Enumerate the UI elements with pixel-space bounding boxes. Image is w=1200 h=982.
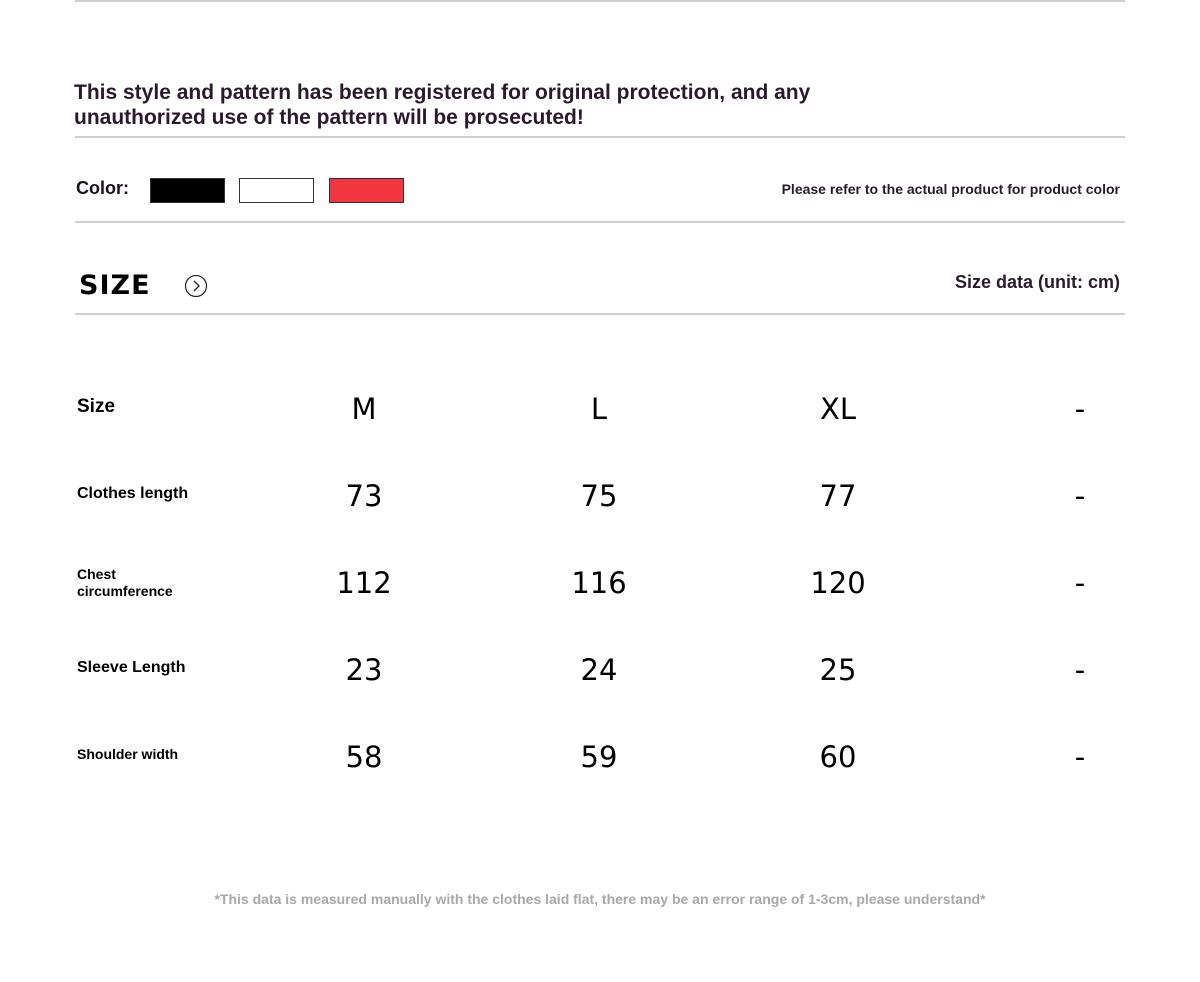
table-cell: - xyxy=(1074,392,1086,426)
row-label: Size xyxy=(77,396,116,417)
table-cell: 24 xyxy=(580,653,618,687)
table-cell: M xyxy=(351,392,377,426)
table-cell: 120 xyxy=(810,566,866,600)
table-cell: 58 xyxy=(345,740,383,774)
table-cell: - xyxy=(1074,740,1086,774)
notice-divider xyxy=(75,136,1125,138)
color-swatch-red[interactable] xyxy=(329,178,404,203)
color-label: Color: xyxy=(76,178,129,198)
table-row xyxy=(0,653,1200,713)
measurement-footnote: *This data is measured manually with the clothes laid flat, there may be an error range of 1-3cm, please understand* xyxy=(214,891,986,907)
table-cell: - xyxy=(1074,479,1086,513)
table-cell: XL xyxy=(819,392,857,426)
table-cell: 73 xyxy=(345,479,383,513)
table-cell: 23 xyxy=(345,653,383,687)
table-cell: L xyxy=(590,392,608,426)
table-cell: 77 xyxy=(819,479,857,513)
table-cell: 75 xyxy=(580,479,618,513)
table-cell: 25 xyxy=(819,653,857,687)
color-divider xyxy=(75,221,1125,223)
table-row xyxy=(0,566,1200,626)
size-unit-note: Size data (unit: cm) xyxy=(954,272,1120,292)
table-cell: 60 xyxy=(819,740,857,774)
color-swatch-white[interactable] xyxy=(239,178,314,203)
row-label: Shoulder width xyxy=(77,746,179,762)
color-swatch-black[interactable] xyxy=(150,178,225,203)
table-cell: 116 xyxy=(571,566,627,600)
row-label: Sleeve Length xyxy=(77,659,186,676)
row-label: Chest circumference xyxy=(77,566,173,599)
table-row xyxy=(0,392,1200,452)
top-divider xyxy=(75,0,1125,2)
table-cell: - xyxy=(1074,566,1086,600)
table-row xyxy=(0,740,1200,800)
size-divider xyxy=(75,313,1125,315)
protection-notice: This style and pattern has been registered for original protection, and any unauthorized use of the pattern will be prosecuted! xyxy=(74,81,811,129)
table-cell: - xyxy=(1074,653,1086,687)
table-cell: 112 xyxy=(336,566,392,600)
table-cell: 59 xyxy=(580,740,618,774)
size-heading: SIZE xyxy=(79,270,151,301)
chevron-right-circle-icon xyxy=(184,274,208,298)
color-note: Please refer to the actual product for product color xyxy=(781,181,1120,197)
row-label: Clothes length xyxy=(77,485,189,502)
table-row xyxy=(0,479,1200,539)
